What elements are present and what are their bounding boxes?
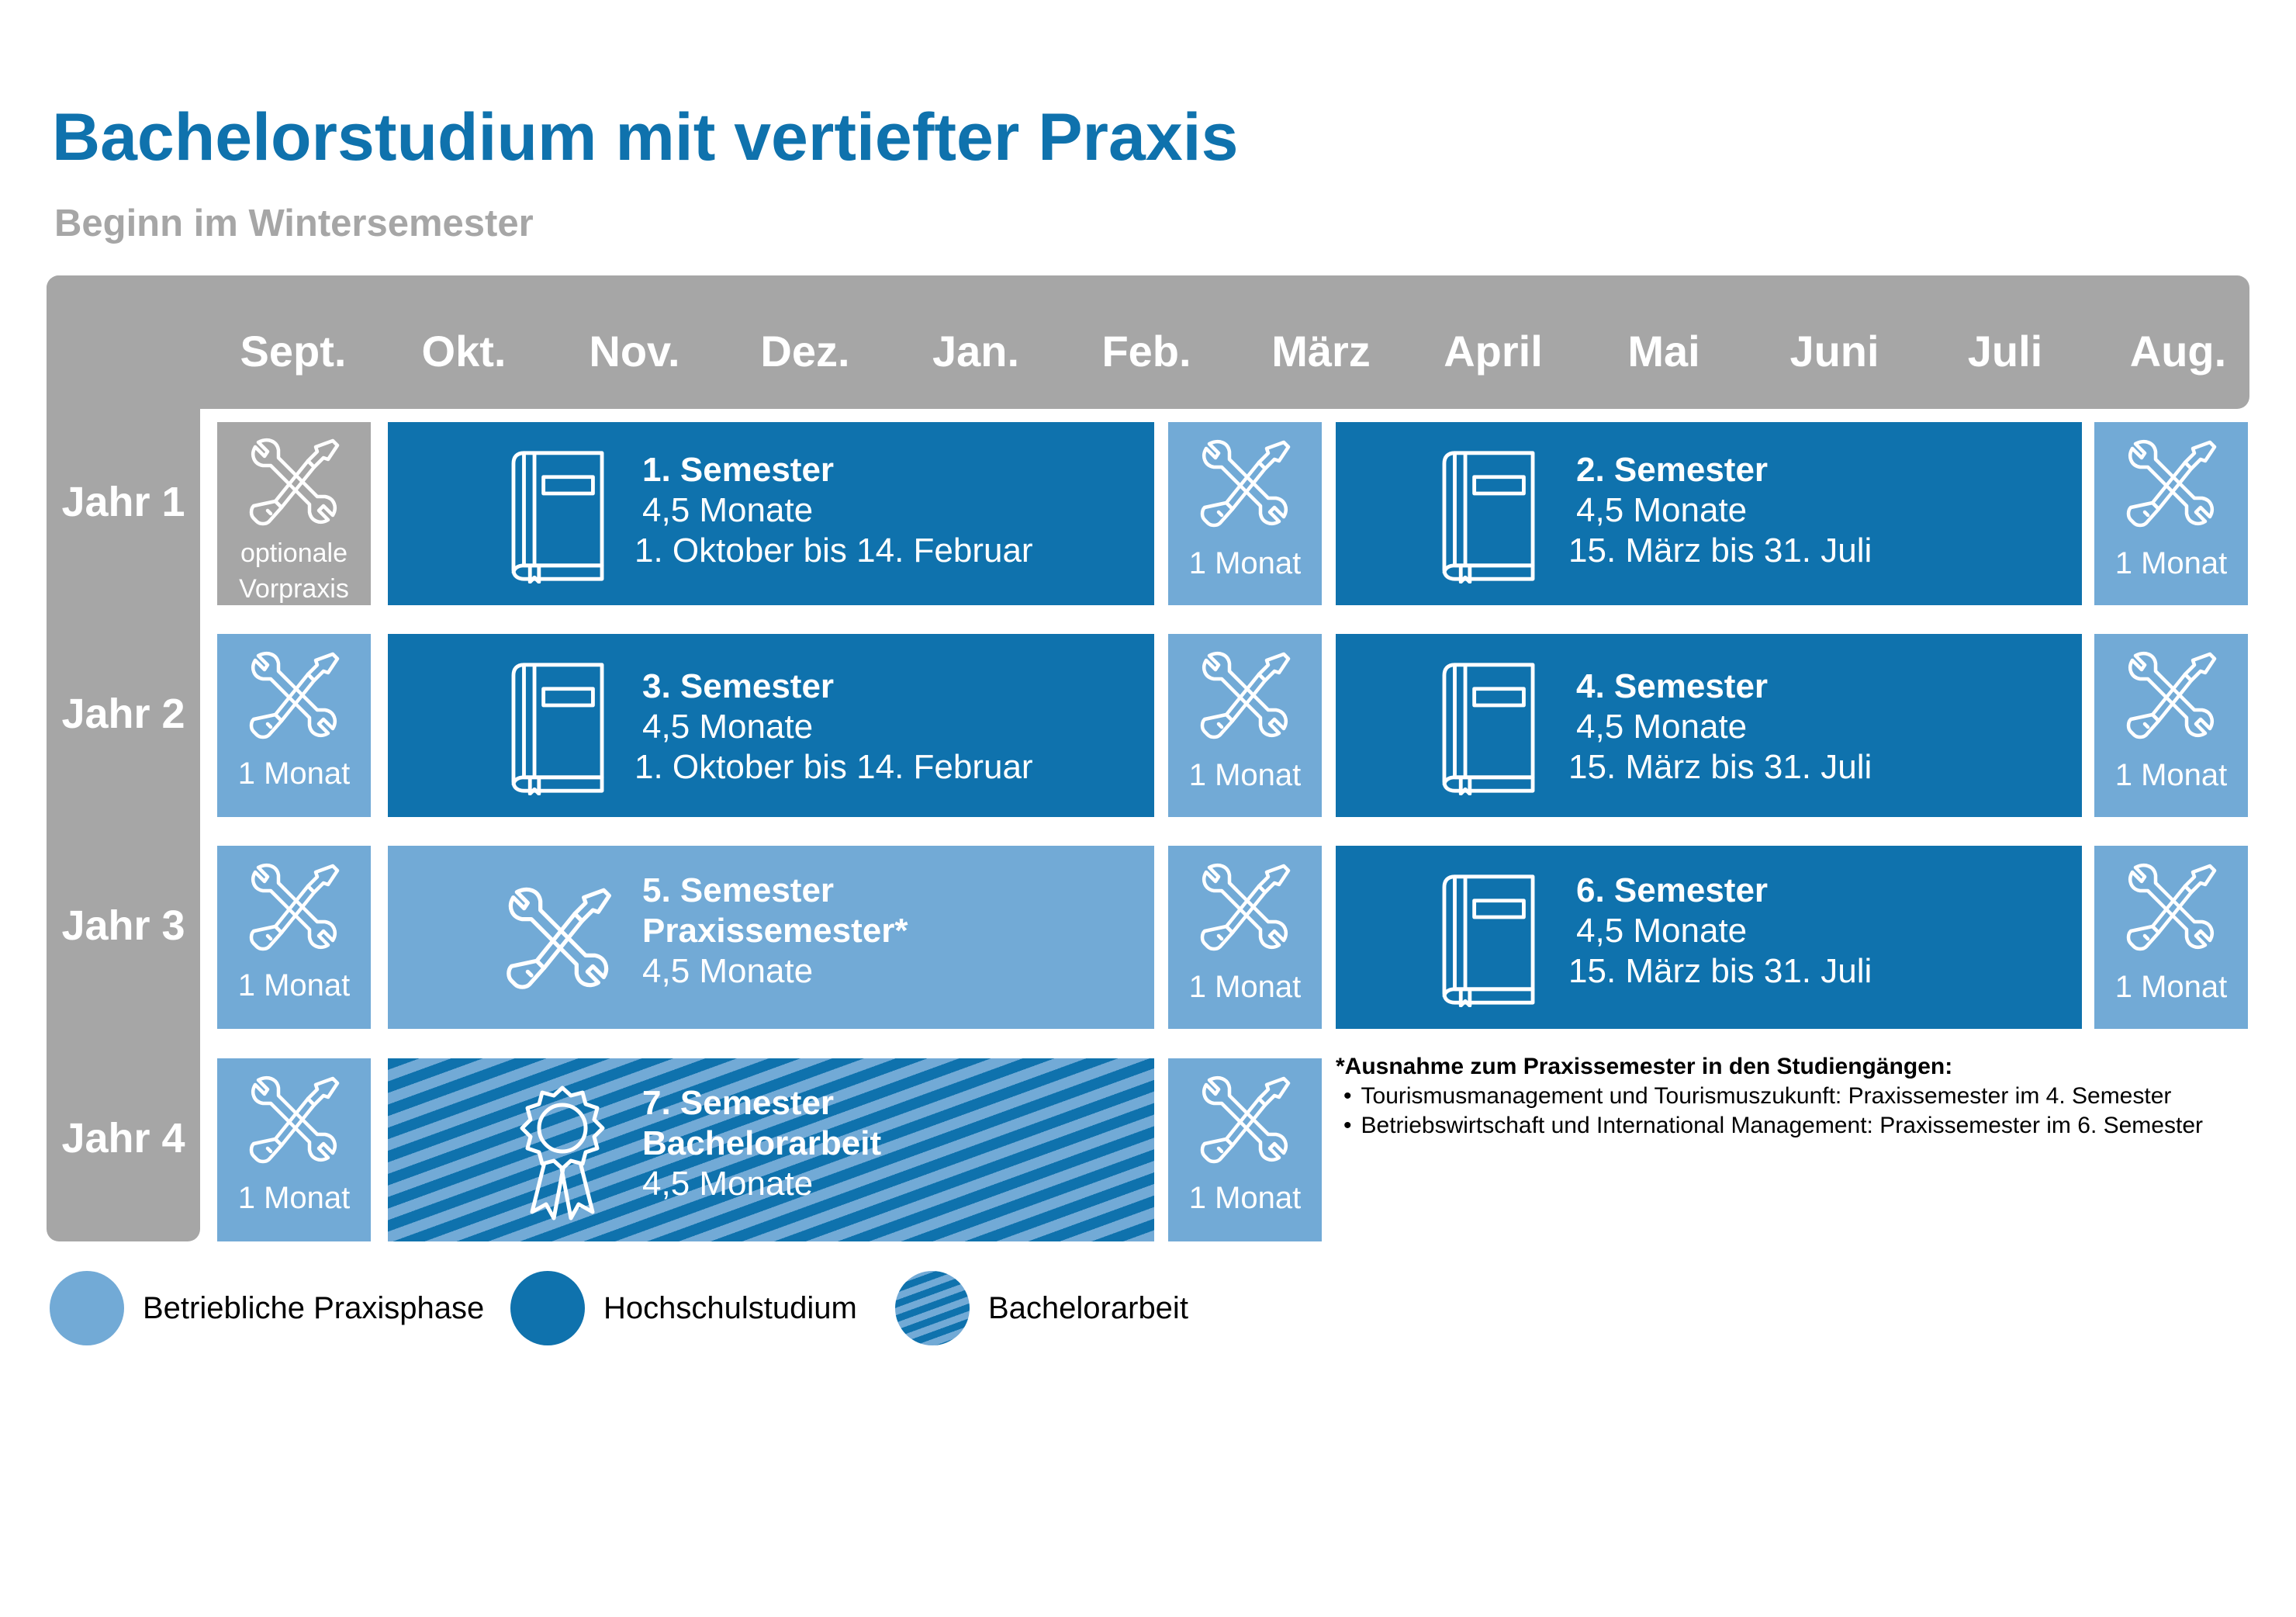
phase-cell-practice [2094, 846, 2248, 1029]
footnote [1336, 1052, 2203, 1141]
cell-label: Vorpraxis [239, 574, 349, 604]
cell-label: 1 Monat [2114, 758, 2228, 792]
cell-label: 1 Monat [2114, 970, 2228, 1004]
footnote-list [1336, 1082, 2203, 1141]
footnote-item: • Tourismusmanagement und Tourismuszukunft: Praxissemester im 4. Semester [1359, 1082, 2203, 1111]
book-icon [1440, 448, 1537, 583]
book-icon [1440, 872, 1537, 1007]
month-label: Dez. [760, 327, 850, 376]
month-label: Nov. [589, 327, 680, 376]
semester-cell-6 [1336, 846, 2082, 1029]
phase-cell-practice [1168, 422, 1322, 605]
tools-icon [1198, 436, 1292, 529]
legend-label: Bachelorarbeit [988, 1290, 1188, 1325]
semester-text [1568, 450, 1872, 571]
footnote-item: • Betriebswirtschaft und International Management: Praxissemester im 6. Semester [1359, 1111, 2203, 1141]
semester-dates: 15. März bis 31. Juli [1568, 748, 1872, 786]
cell-label: 1 Monat [2114, 546, 2228, 580]
cell-label: optionale [240, 538, 348, 568]
phase-cell-practice [1168, 634, 1322, 817]
semester-duration: 4,5 Monate [642, 1165, 814, 1203]
tools-icon [247, 435, 341, 528]
semester-dates: 15. März bis 31. Juli [1568, 531, 1872, 570]
month-label: Mai [1627, 327, 1700, 376]
legend-swatch [50, 1271, 124, 1345]
cell-label: 1 Monat [237, 968, 351, 1002]
semester-type: Bachelorarbeit [642, 1124, 882, 1162]
semester-dates: 1. Oktober bis 14. Februar [635, 531, 1033, 570]
legend-swatch [895, 1271, 970, 1345]
legend-swatch [510, 1271, 585, 1345]
semester-cell-7-thesis [388, 1058, 1154, 1241]
semester-text [1568, 871, 1872, 992]
phase-cell-optional-practice [217, 422, 371, 605]
month-label: Juli [1967, 327, 2043, 376]
tools-icon [1198, 1072, 1292, 1165]
month-label: März [1271, 327, 1371, 376]
semester-duration: 4,5 Monate [642, 491, 814, 529]
semester-duration: 4,5 Monate [642, 952, 814, 990]
semester-text [642, 871, 908, 992]
cell-label: 1 Monat [1188, 970, 1302, 1004]
tools-icon [247, 648, 341, 741]
book-icon [509, 448, 607, 583]
month-label: Sept. [240, 327, 347, 376]
month-label: Jan. [932, 327, 1020, 376]
cell-label: 1 Monat [237, 1181, 351, 1215]
year-label: Jahr 1 [61, 479, 185, 525]
semester-duration: 4,5 Monate [1576, 912, 1748, 950]
tools-icon [2125, 860, 2218, 953]
semester-title: 3. Semester [642, 667, 835, 705]
month-label: Aug. [2129, 327, 2227, 376]
book-icon [1440, 660, 1537, 795]
semester-title: 1. Semester [642, 451, 835, 489]
page-subtitle: Beginn im Wintersemester [54, 203, 534, 244]
phase-cell-practice [1168, 1058, 1322, 1241]
cell-label: 1 Monat [1188, 1181, 1302, 1215]
semester-title: 6. Semester [1576, 871, 1769, 909]
tools-icon [247, 1072, 341, 1165]
page-title: Bachelorstudium mit vertiefter Praxis [52, 100, 1239, 175]
semester-type: Praxissemester* [642, 912, 908, 950]
year-label: Jahr 4 [61, 1115, 185, 1162]
semester-title: 7. Semester [642, 1084, 835, 1122]
semester-title: 2. Semester [1576, 451, 1769, 489]
cell-label: 1 Monat [237, 757, 351, 791]
tools-icon [247, 860, 341, 953]
semester-cell-1 [388, 422, 1154, 605]
phase-cell-practice [217, 634, 371, 817]
legend-item [50, 1271, 484, 1345]
semester-cell-5-practice [388, 846, 1154, 1029]
semester-title: 4. Semester [1576, 667, 1769, 705]
semester-text [1568, 667, 1872, 788]
semester-text [642, 1083, 881, 1204]
phase-cell-practice [1168, 846, 1322, 1029]
book-icon [509, 660, 607, 795]
semester-duration: 4,5 Monate [1576, 491, 1748, 529]
month-label: April [1444, 327, 1543, 376]
semester-text [635, 667, 1033, 788]
semester-dates: 1. Oktober bis 14. Februar [635, 748, 1033, 786]
phase-cell-practice [217, 846, 371, 1029]
tools-icon [1198, 648, 1292, 741]
year-label: Jahr 2 [61, 691, 185, 737]
cell-label: 1 Monat [1188, 546, 1302, 580]
phase-cell-practice [2094, 422, 2248, 605]
year-column [47, 275, 200, 1241]
tools-icon [1198, 860, 1292, 953]
month-label: Feb. [1101, 327, 1191, 376]
month-label: Juni [1789, 327, 1879, 376]
semester-cell-4 [1336, 634, 2082, 817]
semester-text [635, 450, 1033, 571]
semester-title: 5. Semester [642, 871, 835, 909]
legend-item [895, 1271, 1188, 1345]
footnote-heading: *Ausnahme zum Praxissemester in den Studiengängen: [1336, 1054, 1953, 1079]
tools-icon [2125, 648, 2218, 741]
phase-cell-practice [2094, 634, 2248, 817]
legend-label: Hochschulstudium [603, 1290, 857, 1325]
semester-cell-2 [1336, 422, 2082, 605]
semester-dates: 15. März bis 31. Juli [1568, 952, 1872, 990]
tools-icon [2125, 436, 2218, 529]
cell-label: 1 Monat [1188, 758, 1302, 792]
month-label: Okt. [421, 327, 507, 376]
semester-cell-3 [388, 634, 1154, 817]
semester-duration: 4,5 Monate [1576, 708, 1748, 746]
legend-item [510, 1271, 857, 1345]
award-icon [512, 1083, 613, 1223]
semester-duration: 4,5 Monate [642, 708, 814, 746]
phase-cell-practice [217, 1058, 371, 1241]
year-label: Jahr 3 [61, 902, 185, 949]
tools-icon [504, 883, 613, 992]
legend-label: Betriebliche Praxisphase [143, 1290, 485, 1325]
